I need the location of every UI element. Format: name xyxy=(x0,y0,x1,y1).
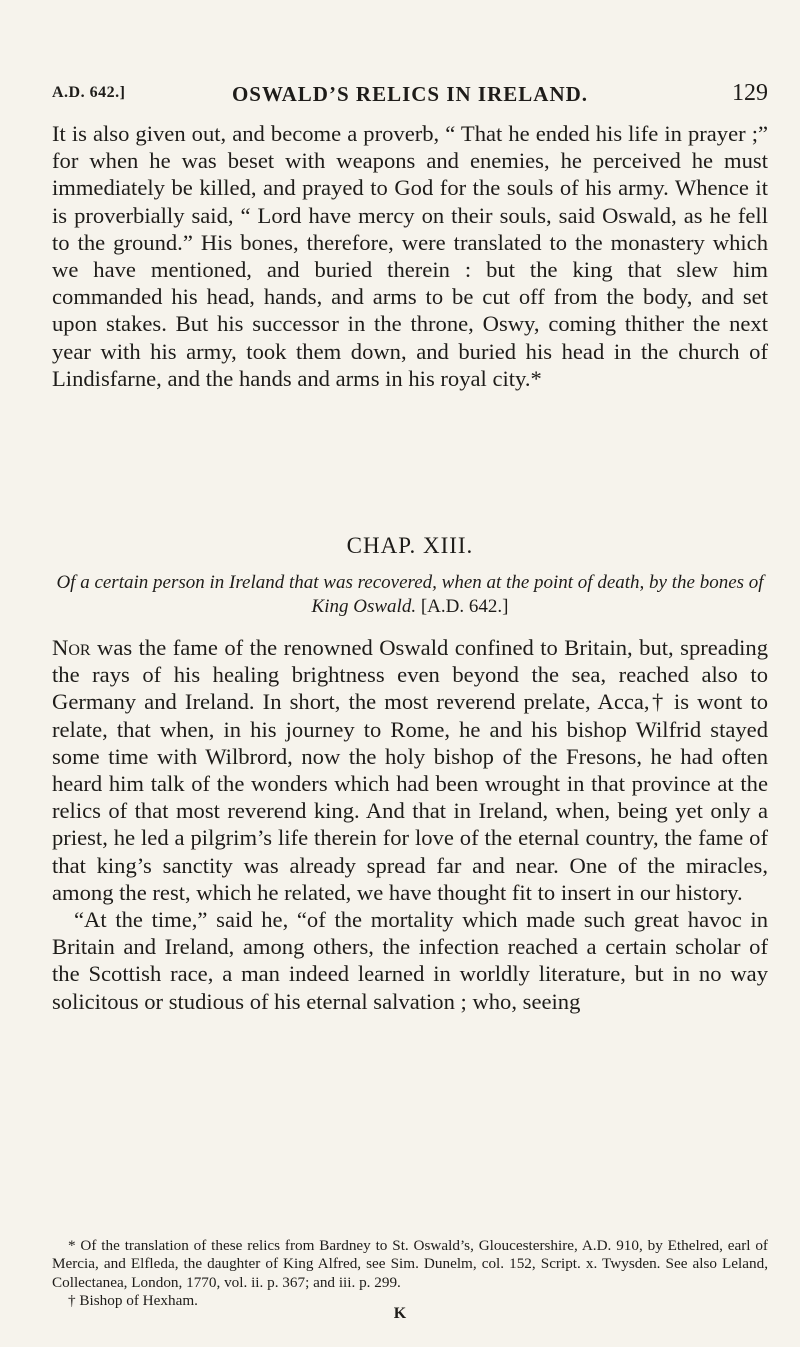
footnote-2: † Bishop of Hexham. xyxy=(68,1292,198,1310)
opening-word: Nor xyxy=(52,635,91,660)
paragraph-mortality: “At the time,” said he, “of the mortality which made such great havoc in Britain and Ireland, among others, the infection reached a certain scholar of the Scottish race, a man indeed learned in worldly literature, but in no way solicitous or studious of his eternal salvation ; who, seeing xyxy=(52,907,768,1014)
footnote-1: * Of the translation of these relics from Bardney to St. Oswald’s, Gloucestershire, A.D. 910, by Ethelred, earl of Mercia, and Elfleda, the daughter of King Alfred, see Sim. Dunelm, col. 152, Script. x. Twysden. See also Leland, Collectanea, London, 1770, vol. ii. p. 367; and iii. p. 299. xyxy=(52,1237,768,1291)
header-date: A.D. 642.] xyxy=(52,84,126,101)
footnotes xyxy=(52,1237,768,1311)
section-irish-scholar xyxy=(52,634,768,1015)
chapter-date: [A.D. 642.] xyxy=(420,596,509,617)
section-oswald-end xyxy=(52,120,768,392)
paragraph-proverb: It is also given out, and become a proverb, “ That he ended his life in prayer ;” for when he was beset with weapons and enemies, he perceived he must immediately be killed, and prayed to God for the souls of his army. Whence it is proverbially said, “ Lord have mercy on their souls, said Oswald, as he fell to the ground.” His bones, therefore, were translated to the monastery which we have mentioned, and buried therein : but the king that slew him commanded his head, hands, and arms to be cut off from the body, and set upon stakes. But his successor in the throne, Oswy, coming thither the next year with his army, took them down, and buried his head in the church of Lindisfarne, and the hands and arms in his royal city.* xyxy=(52,121,768,391)
signature-mark: K xyxy=(393,1305,407,1322)
chapter-title-text: Of a certain person in Ireland that was recovered, when at the point of death, by the bones of King Oswald. xyxy=(56,572,764,617)
chapter-title xyxy=(52,571,768,619)
chapter-heading: CHAP. XIII. xyxy=(346,533,474,558)
running-title: OSWALD’S RELICS IN IRELAND. xyxy=(231,82,589,106)
running-header xyxy=(52,82,768,112)
page-number: 129 xyxy=(732,80,768,106)
paragraph-fame-text: was the fame of the renowned Oswald confined to Britain, but, spreading the rays of his healing brightness even beyond the sea, reached also to Germany and Ireland. In short, the most reverend prelate, Acca,† is wont to relate, that when, in his journey to Rome, he and his bishop Wilfrid stayed some time with Wilbrord, now the holy bishop of the Fresons, he had often heard him talk of the wonders which had been wrought in that province at the relics of that most reverend king. And that in Ireland, when, being yet only a priest, he led a pilgrim’s life therein for love of the eternal country, the fame of that king’s sanctity was already spread far and near. One of the miracles, among the rest, which he related, we have thought fit to insert in our history. xyxy=(52,635,768,905)
paragraph-fame xyxy=(52,634,768,906)
